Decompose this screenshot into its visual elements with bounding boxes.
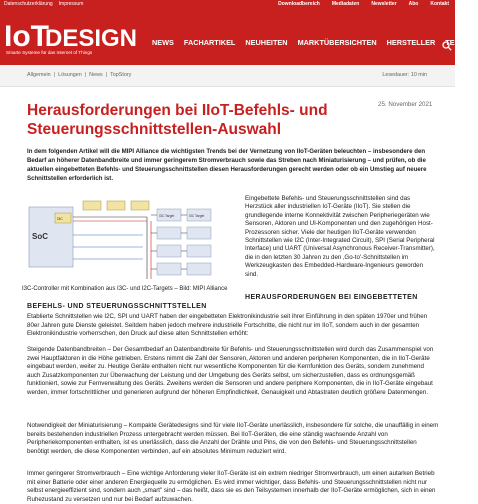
nav-item-news[interactable]: NEWS: [152, 38, 174, 47]
breadcrumb-separator: |: [105, 72, 108, 78]
section-heading-part1: HERAUSFORDERUNGEN BEI EINGEBETTETEN: [245, 294, 418, 301]
article-intro-text: Eingebettete Befehls- und Steuerungsschnittstellen sind das Herzstück aller industriellen IoT-Geräte (IIoT). Sie stellen die grundlegende interne Konnektivität zwischen Peripheriegeräten wie Sensoren, Aktoren und UI-Komponenten und den zugehörigen Host-Prozessoren sicher. Viele der heutigen IIoT-Geräte verwenden Schnittstellen wie I2C (Inter-Integrated Circuit), SPI (Serial Peripheral Interface) und UART (Universal Asynchronous Receiver-Transmitter), die in den letzten 30 Jahren zu den ‚Go-to'-Schnittstellen im Werkzeugkasten des Embedded-Hardware-Ingenieurs geworden sind.: [245, 195, 435, 278]
breadcrumb-item-allgemein[interactable]: Allgemein: [27, 72, 51, 78]
site-tagline: Smarte Systeme für das Internet of Things: [6, 50, 93, 55]
target-label: I3C Target: [189, 214, 205, 218]
article-paragraph: Etablierte Schnittstellen wie I2C, SPI und UART haben der eingebetteten Elektronikindustrie seit ihrer Einführung in den späten 1970er und frühen 80er Jahren gute Dienste geleistet. Seitdem haben jedoch mehrere industrielle Fortschritte, die nicht nur im IIoT, sondern auch in der gesamten Elektronikindustrie vorherrschen, den Druck auf diese alten Schnittstellen erhöht:: [27, 313, 428, 337]
breadcrumb-item-topstory[interactable]: TopStory: [110, 72, 132, 78]
top-utility-bar: [0, 0, 455, 9]
i3c-diagram: [27, 195, 237, 287]
soc-label: SoC: [32, 232, 48, 241]
nav-item-termine[interactable]: TERMINE: [445, 38, 478, 47]
target-block: [83, 201, 101, 210]
target-block: [131, 201, 149, 210]
target-block: [157, 263, 181, 275]
article-paragraph: Notwendigkeit der Miniaturisierung – Kompakte Gerätedesigns sind für viele IIoT-Geräte unerlässlich, insbesondere für solche, die unauffällig in einem bereits bestehenden industriellen Prozess untergebracht werden müssen. Bei IIoT-Geräten, die eine ständig wachsende Anzahl von Peripheriekomponenten enthalten, ist es unerlässlich, dass die Anzahl der Drähte und Pins, die von den Befehls- und Steuerungsschnittstellen benötigt werden, die diese Komponenten verbinden, auf ein absolutes Minimum reduziert wird.: [27, 422, 439, 455]
site-header: [0, 9, 478, 65]
target-block: [157, 245, 181, 257]
breadcrumb-separator: |: [53, 72, 56, 78]
svg-text:DESIGN: DESIGN: [45, 25, 138, 52]
nav-item-neuheiten[interactable]: NEUHEITEN: [245, 38, 288, 47]
article-title: Herausforderungen bei IIoT-Befehls- und Steuerungsschnittstellen-Auswahl: [27, 102, 328, 138]
search-icon[interactable]: [442, 38, 452, 48]
nav-item-fachartikel[interactable]: FACHARTIKEL: [183, 38, 236, 47]
newsletter-link[interactable]: Newsletter: [371, 1, 397, 7]
breadcrumb-bar: [0, 65, 455, 87]
controller-label: I3C: [57, 217, 63, 221]
reading-time: Lesedauer: 10 min: [382, 72, 427, 78]
breadcrumb-item-loesungen[interactable]: Lösungen: [58, 72, 82, 78]
utility-links-left: [4, 1, 83, 7]
breadcrumb-item-news[interactable]: News: [89, 72, 103, 78]
article-paragraph: Immer geringerer Stromverbrauch – Eine wichtige Anforderung vieler IIoT-Geräte ist ein extrem niedriger Stromverbrauch, um einen autarken Betrieb mit einer Batterie oder einer anderen Energiequelle zu ermöglichen. Es wird immer wichtiger, dass Befehls- und Steuerungsschnittstellen nicht nur selbst energieeffizient sind, sondern auch „smart" sind – das heißt, dass sie es den Teilsystemen innerhalb der IIoT-Geräte ermöglichen, sich in einen Ruhezustand zu versetzen und nur bei Bedarf aufzuwachen.: [27, 470, 436, 503]
downloads-link[interactable]: Downloadbereich: [278, 1, 320, 7]
target-block: [157, 227, 181, 239]
site-logo[interactable]: [4, 19, 138, 53]
target-block: [107, 201, 125, 210]
section-heading-part2: BEFEHLS- UND STEUERUNGSSCHNITTSTELLEN: [27, 303, 207, 310]
utility-links-right: [278, 1, 449, 7]
target-block: [187, 227, 211, 239]
article-lead: In dem folgenden Artikel will die MIPI Alliance die wichtigsten Trends bei der Vernetzung von IIoT-Geräten beleuchten – insbesondere den Bedarf an höherer Datenbandbreite und immer geringerem Stromverbrauch sowie das Streben nach Miniaturisierung – und prüfen, ob die aktuellen eingebetteten Befehls- und Steuerungsschnittstellen diesen Herausforderungen gerecht werden oder ob ein Umstieg auf neuere Schnittstellen erforderlich ist.: [27, 148, 427, 182]
figure-caption: I3C-Controller mit Kombination aus I3C- und I2C-Targets – Bild: MIPI Alliance: [22, 286, 228, 292]
privacy-link[interactable]: Datenschutzerklärung: [4, 1, 53, 7]
breadcrumb-separator: |: [84, 72, 87, 78]
article-paragraph: Steigende Datenbandbreiten – Der Gesamtbedarf an Datenbandbreite für Befehls- und Steuerungsschnittstellen wird durch das Zusammenspiel von zwei Hauptfaktoren in die Höhe getrieben. Erstens nimmt die Zahl der Sensoren, Aktoren und anderen peripheren Komponenten, die in IIoT-Geräte eingebaut werden, weiter zu. Heutige Geräte enthalten nicht nur wesentliche Komponenten für die Kernfunktion des Geräts, sondern zunehmend auch Zusatzkomponenten zur Überwachung der Leistung und der Umgebung des Geräts selbst, um sicherzustellen, dass es ordnungsgemäß funktioniert, sowie zur Fernverwaltung des Geräts. Zweitens werden die Sensoren und andere periphere Komponenten, die in IIoT-Geräte eingebaut werden, immer fortschrittlicher und generieren aufgrund der höheren Empfindlichkeit, Genauigkeit und Abtastraten deutlich größere Datenmengen.: [27, 346, 434, 396]
target-block: [187, 245, 211, 257]
article-date: 25. November 2021: [378, 101, 433, 108]
svg-text:IoT: IoT: [4, 20, 49, 53]
contact-link[interactable]: Kontakt: [430, 1, 449, 7]
imprint-link[interactable]: Impressum: [58, 1, 84, 7]
nav-item-hersteller[interactable]: HERSTELLER: [386, 38, 436, 47]
nav-item-marktuebersichten[interactable]: MARKTÜBERSICHTEN: [297, 38, 377, 47]
target-block: [187, 263, 211, 275]
target-label: I3C Target: [159, 214, 175, 218]
main-nav: [152, 38, 478, 47]
subscription-link[interactable]: Abo: [408, 1, 419, 7]
breadcrumb: [27, 72, 131, 78]
media-data-link[interactable]: Mediadaten: [331, 1, 360, 7]
